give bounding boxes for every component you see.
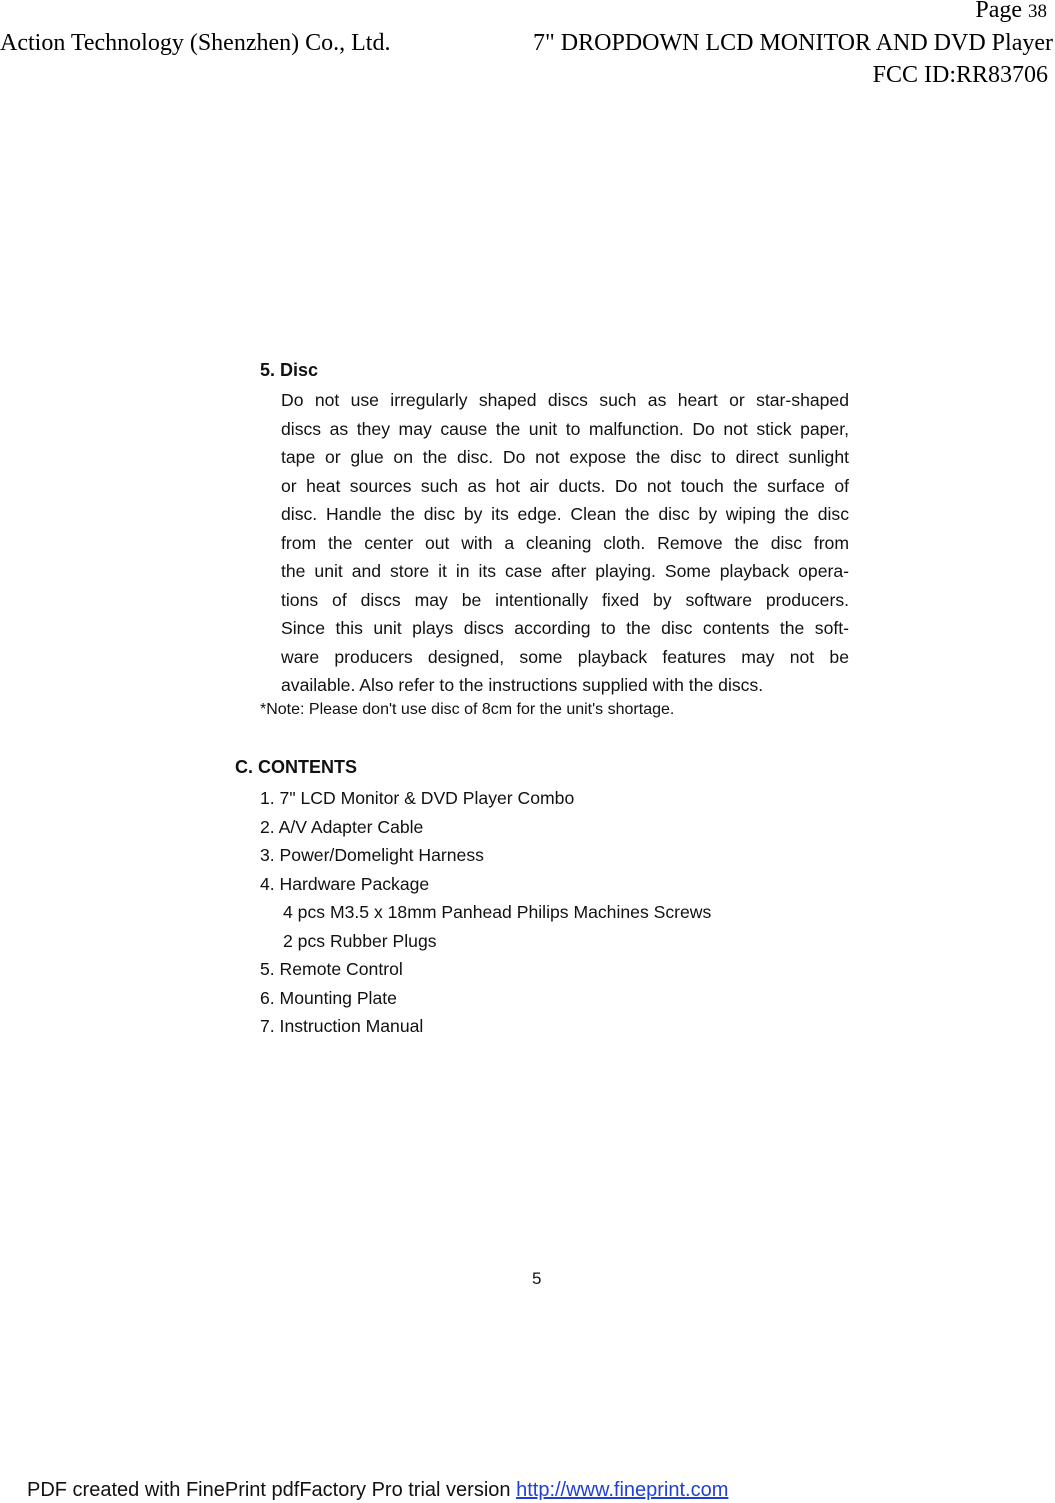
page-label: Page: [975, 0, 1022, 23]
paragraph-line: tions of discs may be intentionally fixed by software producers.: [281, 589, 849, 610]
paragraph-line: tape or glue on the disc. Do not expose the disc to direct sunlight: [281, 447, 849, 467]
list-item: 6. Mounting Plate: [260, 987, 397, 1008]
paragraph-line: discs as they may cause the unit to malfunction. Do not stick paper,: [281, 418, 849, 439]
page-number: 38: [1028, 1, 1047, 22]
paragraph-line: disc. Handle the disc by its edge. Clean the disc by wiping the disc: [281, 504, 849, 524]
paragraph-line: Do not use irregularly shaped discs such as heart or star-shaped: [281, 390, 849, 410]
pdf-footer: [27, 1477, 728, 1503]
list-item: 7. Instruction Manual: [260, 1016, 424, 1036]
contents-section-title: C. CONTENTS: [235, 757, 358, 777]
paragraph-line: from the center out with a cleaning cloth. Remove the disc from: [281, 532, 849, 553]
footer-link[interactable]: http://www.fineprint.com: [516, 1479, 729, 1501]
paragraph-line: or heat sources such as hot air ducts. Do not touch the surface of: [281, 475, 849, 496]
fcc-id: FCC ID:RR83706: [872, 62, 1048, 88]
list-item: 3. Power/Domelight Harness: [260, 845, 484, 865]
contents-list: [260, 784, 711, 1041]
paragraph-line: ware producers designed, some playback features may not be: [281, 646, 849, 667]
manual-page-number: 5: [532, 1269, 542, 1288]
paragraph-line: the unit and store it in its case after playing. Some playback opera-: [281, 561, 849, 581]
disc-paragraph: [281, 386, 849, 700]
list-subitem: 2 pcs Rubber Plugs: [283, 930, 437, 951]
footer-text: PDF created with FinePrint pdfFactory Pro trial version: [27, 1479, 511, 1501]
product-title: 7" DROPDOWN LCD MONITOR AND DVD Player: [532, 30, 1053, 56]
disc-section-title: 5. Disc: [260, 360, 319, 380]
list-item: 1. 7" LCD Monitor & DVD Player Combo: [260, 788, 575, 808]
disc-note: *Note: Please don't use disc of 8cm for the unit's shortage.: [260, 701, 675, 718]
list-item: 2. A/V Adapter Cable: [260, 816, 424, 837]
paragraph-line: available. Also refer to the instructions supplied with the discs.: [281, 675, 764, 695]
list-item: 5. Remote Control: [260, 959, 403, 979]
list-item: 4. Hardware Package: [260, 873, 430, 894]
page-indicator: [975, 0, 1047, 26]
company-name: Action Technology (Shenzhen) Co., Ltd.: [0, 30, 391, 56]
list-subitem: 4 pcs M3.5 x 18mm Panhead Philips Machines Screws: [283, 902, 712, 922]
paragraph-line: Since this unit plays discs according to the disc contents the soft-: [281, 618, 849, 638]
